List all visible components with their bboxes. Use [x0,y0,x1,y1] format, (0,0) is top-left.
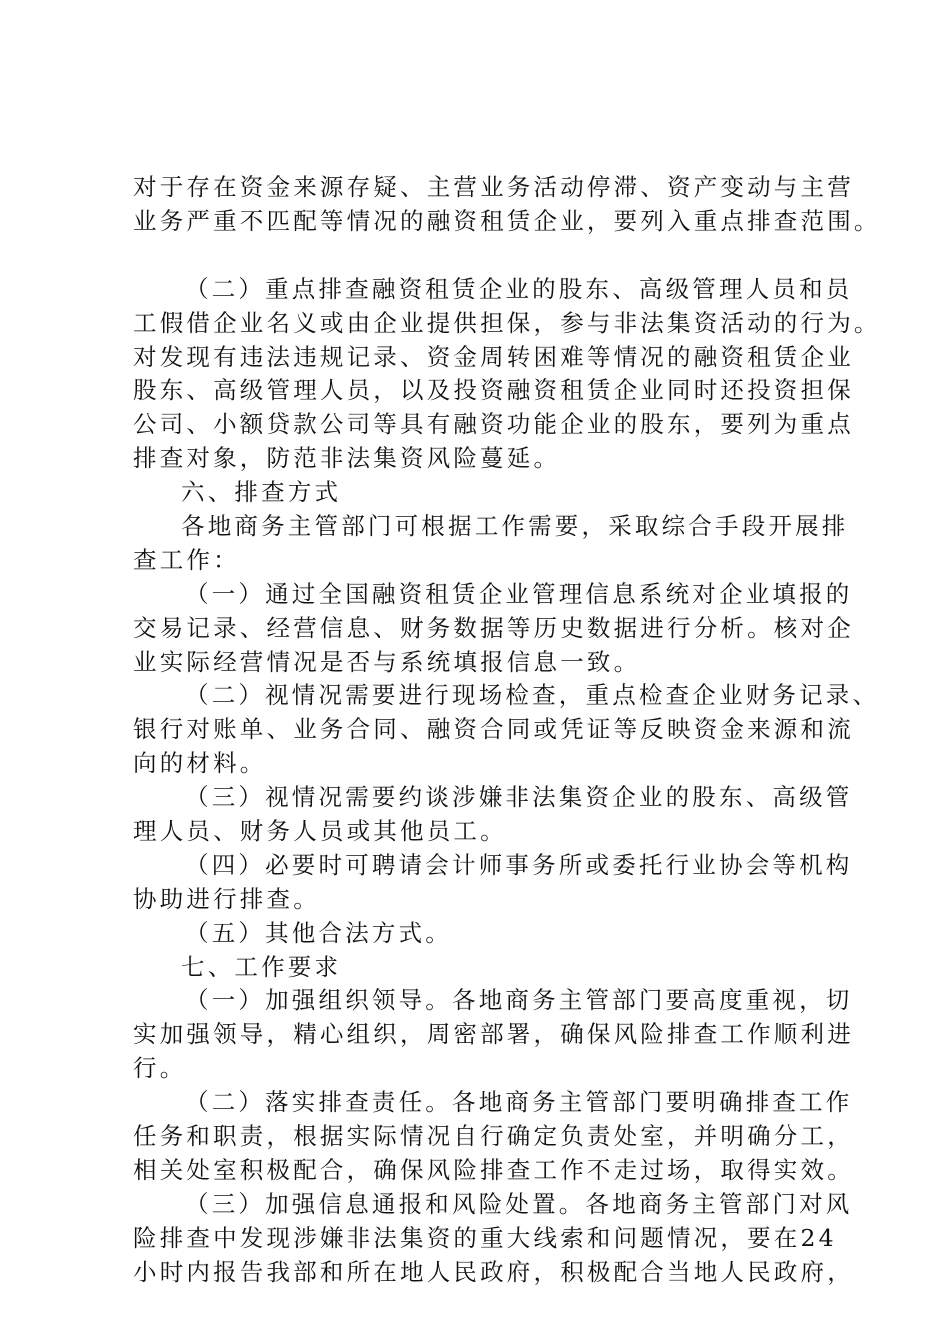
text-line: （二）视情况需要进行现场检查，重点检查企业财务记录、 [185,681,880,710]
text-line: 协助进行排查。 [133,884,320,913]
text-line: 业实际经营情况是否与系统填报信息一致。 [133,647,641,676]
text-line: 各地商务主管部门可根据工作需要，采取综合手段开展排 [181,512,849,541]
text-line: 工假借企业名义或由企业提供担保，参与非法集资活动的行为。 [133,308,881,337]
text-line: 对于存在资金来源存疑、主营业务活动停滞、资产变动与主营 [133,173,854,201]
text-line: （四）必要时可聘请会计师事务所或委托行业协会等机构 [185,850,853,879]
text-line: 任务和职责，根据实际情况自行确定负责处室，并明确分工， [133,1122,854,1151]
text-line: 理人员、财务人员或其他员工。 [133,817,507,846]
text-line: 对发现有违法违规记录、资金周转困难等情况的融资租赁企业 [133,342,854,371]
section-heading: 七、工作要求 [181,952,342,981]
text-line: （二）重点排查融资租赁企业的股东、高级管理人员和员 [185,274,853,303]
text-line: 排查对象，防范非法集资风险蔓延。 [133,444,561,473]
text-line: （一）通过全国融资租赁企业管理信息系统对企业填报的 [185,579,853,608]
document-body [133,171,881,1290]
text-line: 银行对账单、业务合同、融资合同或凭证等反映资金来源和流 [133,715,854,744]
text-line: 险排查中发现涉嫌非法集资的重大线索和问题情况，要在24 [133,1223,837,1252]
text-line: 查工作： [133,545,240,574]
text-line: 行。 [133,1054,187,1083]
text-line: 实加强领导，精心组织，周密部署，确保风险排查工作顺利进 [133,1020,854,1049]
text-line: 交易记录、经营信息、财务数据等历史数据进行分析。核对企 [133,613,854,642]
text-line: （三）加强信息通报和风险处置。各地商务主管部门对风 [185,1189,853,1218]
text-line: （二）落实排查责任。各地商务主管部门要明确排查工作 [185,1088,853,1117]
text-line: （一）加强组织领导。各地商务主管部门要高度重视，切 [185,986,853,1015]
text-line: 相关处室积极配合，确保风险排查工作不走过场，取得实效。 [133,1155,854,1184]
text-line: （三）视情况需要约谈涉嫌非法集资企业的股东、高级管 [185,783,853,812]
text-line: 业务严重不匹配等情况的融资租赁企业，要列入重点排查范围。 [133,206,881,235]
paragraph-gap [133,239,838,273]
text-line: 股东、高级管理人员，以及投资融资租赁企业同时还投资担保 [133,376,854,405]
text-line: 向的材料。 [133,749,267,778]
text-line: （五）其他合法方式。 [185,918,452,947]
section-heading: 六、排查方式 [181,478,342,507]
text-line: 小时内报告我部和所在地人民政府，积极配合当地人民政府， [133,1257,854,1286]
text-line: 公司、小额贷款公司等具有融资功能企业的股东，要列为重点 [133,410,854,439]
